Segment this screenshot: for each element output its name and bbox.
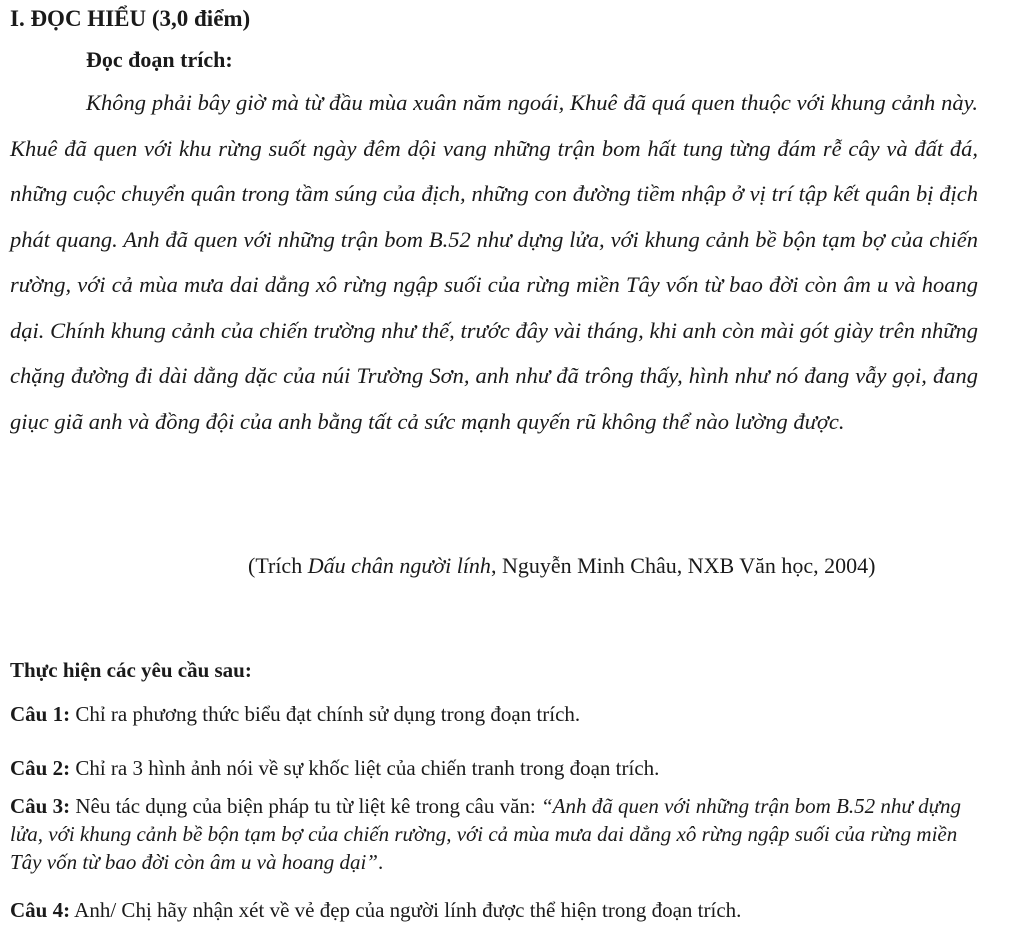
citation-suffix: , Nguyễn Minh Châu, NXB Văn học, 2004) (490, 553, 876, 578)
citation-work-title: Dấu chân người lính (307, 553, 491, 578)
question-3-quote: “Anh đã quen với những trận bom B.52 như dựng lửa, với khung cảnh bề bộn tạm bợ của chiến rường, với cả mùa mưa dai dẳng xô rừng ngập suối của rừng miền Tây vốn từ bao đời còn âm u và hoang dại” (10, 794, 962, 874)
passage-text: Không phải bây giờ mà từ đầu mùa xuân năm ngoái, Khuê đã quá quen thuộc với khung cảnh này. Khuê đã quen với khu rừng suốt ngày đêm dội vang những trận bom hất tung từng đám rễ cây và đất đá, những cuộc chuyển quân trong tầm súng của địch, những con đường tiềm nhập ở vị trí tập kết quân bị địch phát quang. Anh đã quen với những trận bom B.52 như dựng lửa, với khung cảnh bề bộn tạm bợ của chiến rường, với cả mùa mưa dai dẳng xô rừng ngập suối của rừng miền Tây vốn từ bao đời còn âm u và hoang dại. Chính khung cảnh của chiến trường như thế, trước đây vài tháng, khi anh còn mài gót giày trên những chặng đường đi dài dằng dặc của núi Trường Sơn, anh như đã trông thấy, hình như nó đang vẫy gọi, đang giục giã anh và đồng đội của anh bằng tất cả sức mạnh quyến rũ không thể nào lường được. (10, 90, 978, 434)
question-3-label: Câu 3: (10, 794, 71, 818)
question-2 (10, 754, 978, 782)
question-2-text: Chỉ ra 3 hình ảnh nói về sự khốc liệt của chiến tranh trong đoạn trích. (70, 756, 660, 780)
question-4-text: Anh/ Chị hãy nhận xét về vẻ đẹp của người lính được thể hiện trong đoạn trích. (70, 898, 742, 922)
question-3 (10, 792, 978, 876)
question-2-label: Câu 2: (10, 756, 71, 780)
question-1 (10, 700, 978, 728)
question-3-end: . (377, 850, 384, 874)
question-1-text: Chỉ ra phương thức biểu đạt chính sử dụng trong đoạn trích. (70, 702, 581, 726)
citation (10, 543, 978, 589)
question-4-label: Câu 4: (10, 898, 71, 922)
question-3-text: Nêu tác dụng của biện pháp tu từ liệt kê trong câu văn: (70, 794, 541, 818)
citation-prefix: (Trích (248, 553, 308, 578)
tasks-heading: Thực hiện các yêu cầu sau: (10, 658, 252, 682)
section-heading: I. ĐỌC HIỂU (3,0 điểm) (10, 6, 251, 31)
question-4 (10, 896, 978, 924)
passage-subheading: Đọc đoạn trích: (86, 47, 233, 72)
question-1-label: Câu 1: (10, 702, 71, 726)
